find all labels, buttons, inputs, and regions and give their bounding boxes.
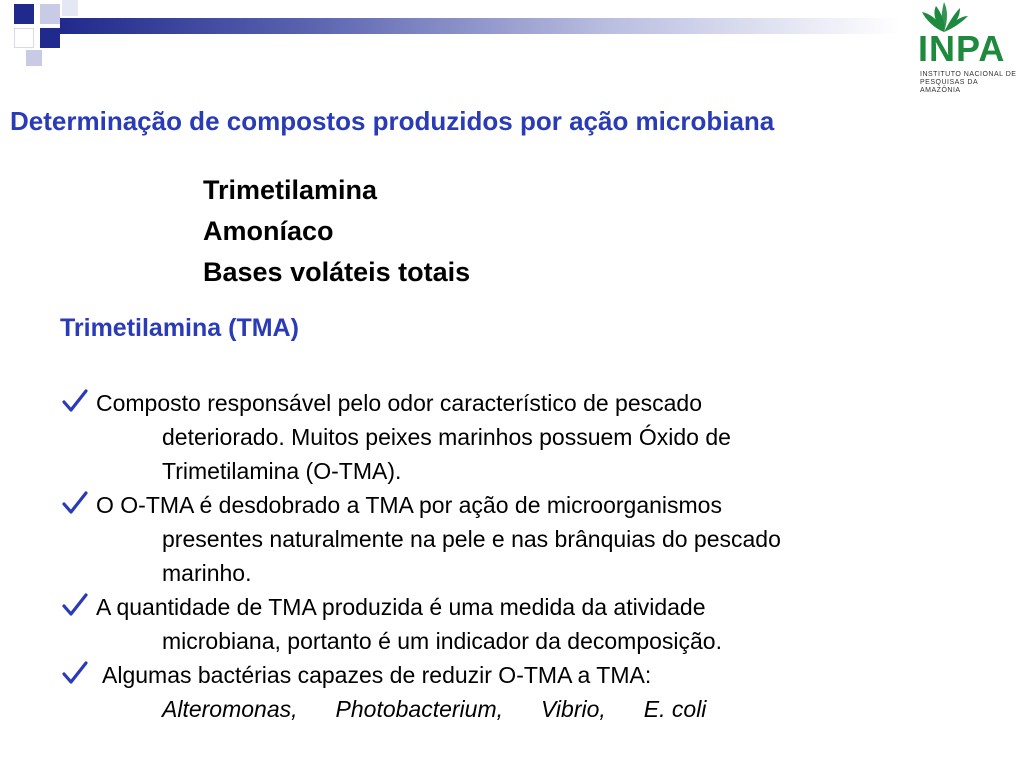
bullet-text: microbiana, portanto é um indicador da decomposição. (162, 628, 722, 654)
bullet-text: presentes naturalmente na pele e nas brânquias do pescado (162, 526, 781, 552)
checkmark-icon (60, 388, 90, 416)
checkmark-icon (60, 660, 90, 688)
header-square (14, 28, 34, 48)
checkmark-icon (60, 490, 90, 518)
topic-item: Trimetilamina (203, 175, 378, 205)
species-name: Vibrio, (541, 696, 606, 722)
bullet-text: Trimetilamina (O-TMA). (162, 458, 402, 484)
header-square (40, 28, 60, 48)
bullet-item (60, 386, 960, 488)
bullet-item (60, 488, 960, 590)
topic-item: Bases voláteis totais (203, 257, 471, 287)
bullet-list (60, 386, 960, 726)
bullet-item (60, 590, 960, 658)
section-heading: Trimetilamina (TMA) (60, 314, 299, 342)
slide-title: Determinação de compostos produzidos por ação microbiana (10, 106, 775, 136)
species-name: E. coli (643, 696, 707, 722)
bullet-text: O O-TMA é desdobrado a TMA por ação de microorganismos (96, 492, 722, 518)
bullet-text: Algumas bactérias capazes de reduzir O-TMA a TMA: (102, 662, 652, 688)
species-name: Alteromonas, (162, 696, 298, 722)
species-name: Photobacterium, (335, 696, 503, 722)
species-list (60, 692, 960, 726)
topic-item: Amoníaco (203, 216, 334, 246)
checkmark-icon (60, 592, 90, 620)
bullet-item (60, 658, 960, 726)
bullet-text: deteriorado. Muitos peixes marinhos possuem Óxido de (162, 424, 731, 450)
header-square (14, 4, 34, 24)
topic-list (203, 170, 470, 293)
logo-wordmark: INPA (918, 28, 1006, 69)
header-square (62, 0, 78, 16)
bullet-text: Composto responsável pelo odor característico de pescado (96, 390, 703, 416)
bullet-text: marinho. (162, 560, 252, 586)
header-square (26, 50, 42, 66)
header-square (40, 4, 60, 24)
header-gradient-band (60, 18, 900, 34)
bullet-text: A quantidade de TMA produzida é uma medida da atividade (96, 594, 706, 620)
inpa-logo (896, 2, 1020, 92)
logo-subtitle: INSTITUTO NACIONAL DE PESQUISAS DA AMAZÔNIA (920, 71, 1017, 94)
